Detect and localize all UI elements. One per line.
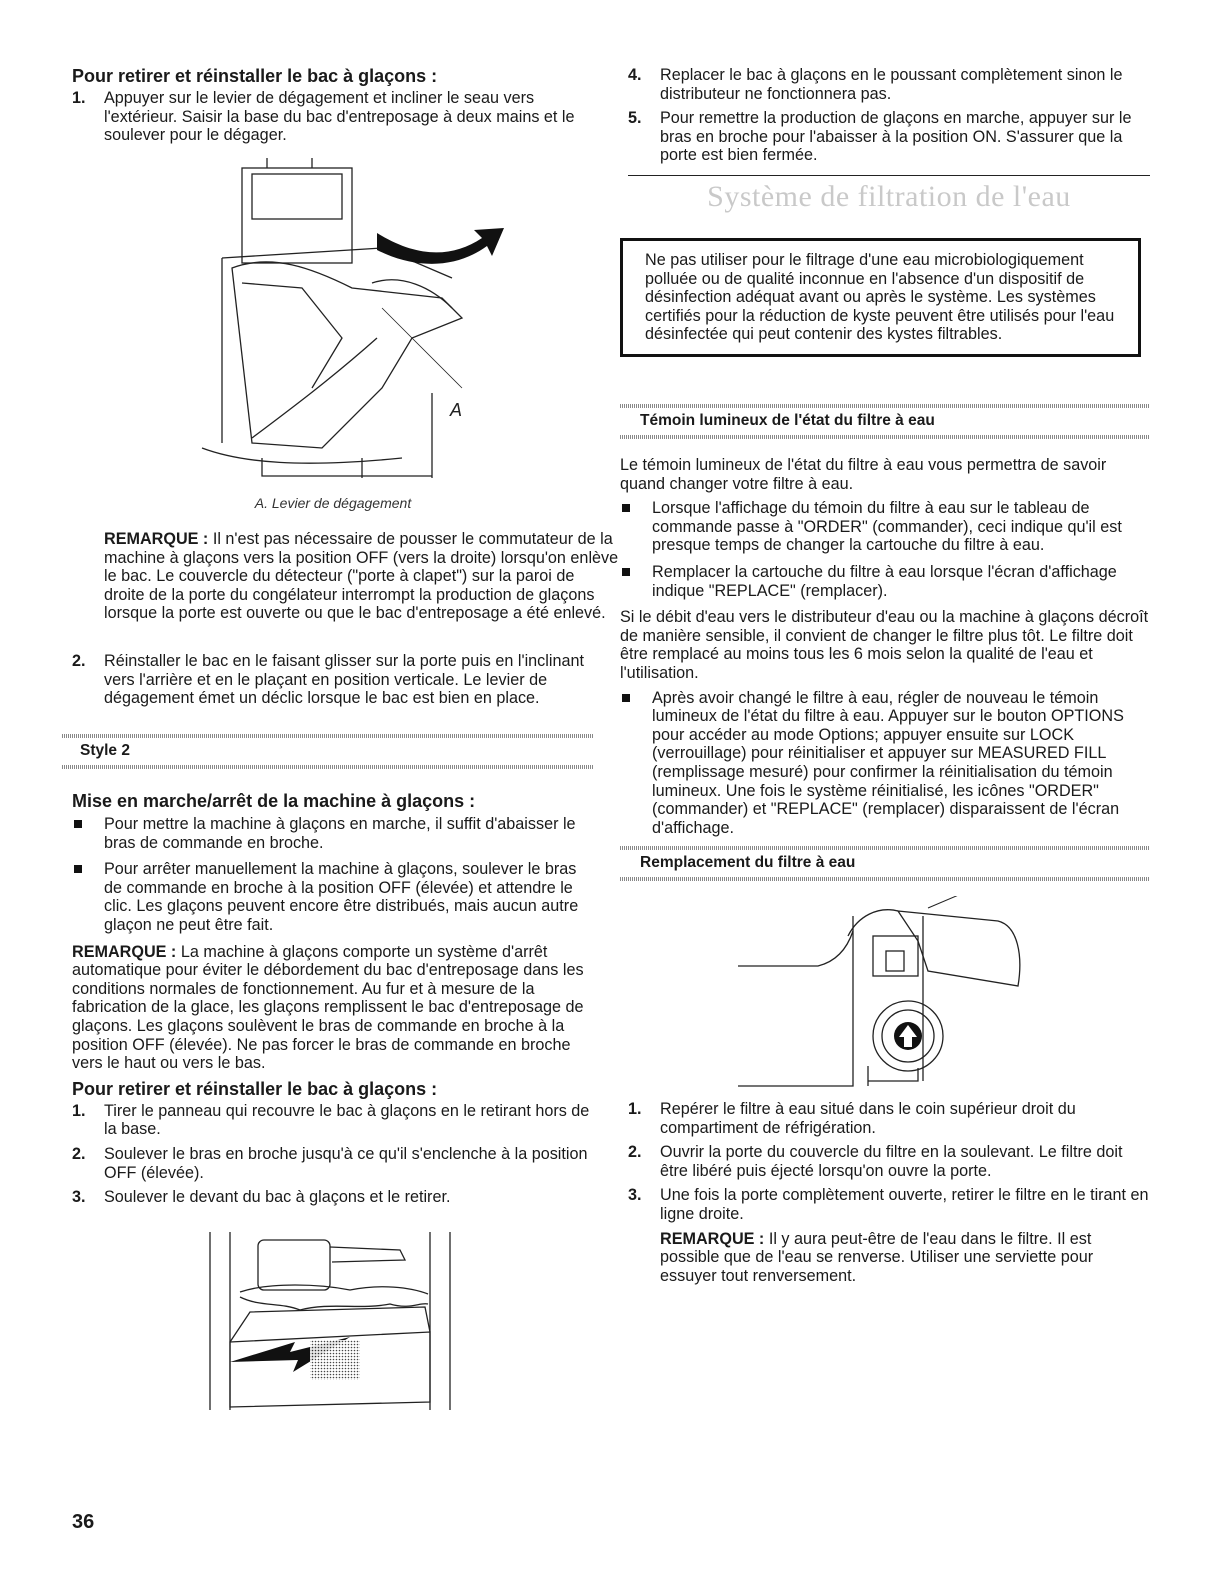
page-number: 36 bbox=[72, 1511, 95, 1533]
list-item: 5. Pour remettre la production de glaçons en marche, appuyer sur le bras en broche pour l'abaisser à la position ON. S'assurer que la porte est bien fermée. bbox=[628, 109, 1132, 165]
heading-remove-bin-2: Pour retirer et réinstaller le bac à glaçons : bbox=[72, 1078, 438, 1099]
list-item: 3. Une fois la porte complètement ouverte, retirer le filtre en le tirant en ligne droite. bbox=[628, 1186, 1149, 1223]
list-item: Remplacer la cartouche du filtre à eau lorsque l'écran d'affichage indique "REPLACE" (remplacer). bbox=[620, 563, 1150, 600]
figure-caption: A. Levier de dégagement bbox=[254, 495, 412, 511]
list-item: Après avoir changé le filtre à eau, régler de nouveau le témoin lumineux de l'état du filtre à eau. Appuyer sur le bouton OPTIONS pour accéder au mode Options; appuyer ensuite sur LOCK (verrouillage) pour réinitialiser et appuyer sur MEASURED FILL (remplissage mesuré) pour confirmer la réinitialisation du témoin lumineux. Une fois le système réinitialisé, les icônes "ORDER" (commander) et "REPLACE" (remplacer) disparaissent de l'écran d'affichage. bbox=[620, 689, 1150, 838]
water-filter-illustration bbox=[738, 896, 1038, 1096]
warning-box: Ne pas utiliser pour le filtrage d'une eau microbiologiquement polluée ou de qualité inconnue en l'absence d'un dispositif de désinfection adéquat avant ou après le système. Les systèmes certifiés pour la réduction de kyste peuvent être utilisés pour l'eau désinfectée qui peut contenir des kystes filtrables. bbox=[620, 238, 1141, 357]
style-2-bar: Style 2 bbox=[62, 734, 594, 769]
section-title: Système de filtration de l'eau bbox=[707, 180, 1071, 213]
heading-on-off: Mise en marche/arrêt de la machine à glaçons : bbox=[72, 791, 476, 811]
list-item: 2. Réinstaller le bac en le faisant glisser sur la porte puis en l'inclinant vers l'arrière et en le plaçant en position verticale. Le levier de dégagement émet un déclic lorsque le bac est bien en place. bbox=[72, 652, 584, 708]
list-item: 3. Soulever le devant du bac à glaçons et le retirer. bbox=[72, 1188, 451, 1207]
list-item: 2. Soulever le bras en broche jusqu'à ce qu'il s'enclenche à la position OFF (élevée). bbox=[72, 1144, 588, 1182]
list-item: 1. Tirer le panneau qui recouvre le bac à glaçons en le retirant hors de la base. bbox=[72, 1101, 590, 1139]
list-item: 1. Appuyer sur le levier de dégagement et incliner le seau vers l'extérieur. Saisir la base du bac d'entreposage à deux mains et le soulever pour le dégager. bbox=[72, 89, 575, 145]
filter-replacement-bar: Remplacement du filtre à eau bbox=[620, 846, 1150, 881]
list-item: 2. Ouvrir la porte du couvercle du filtre en la soulevant. Le filtre doit être libéré puis éjecté lorsqu'on ouvre la porte. bbox=[628, 1143, 1123, 1180]
list-item: Pour arrêter manuellement la machine à glaçons, soulever le bras de commande en broche à la position OFF (élevée) et attendre le clic. Les glaçons peuvent encore être distribués, mais aucun autre glaçon ne peut être fait. bbox=[72, 860, 594, 934]
ice-bin-removal-illustration bbox=[200, 1232, 470, 1412]
section-divider bbox=[628, 175, 1150, 176]
figure-label-a: A bbox=[450, 400, 463, 420]
filter-status-bar: Témoin lumineux de l'état du filtre à eau bbox=[620, 404, 1150, 439]
list-item: Pour mettre la machine à glaçons en marche, il suffit d'abaisser le bras de commande en broche. bbox=[72, 815, 594, 852]
remark-paragraph: REMARQUE : Il n'est pas nécessaire de pousser le commutateur de la machine à glaçons vers la position OFF (vers la droite) lorsqu'on enlève le bac. Le couvercle du détecteur ("porte à clapet") sur la paroi de droite de la porte du congélateur interrompt la production de glaçons lorsque la porte est ouverte ou que le bac d'entreposage a été enlevé. bbox=[104, 530, 619, 623]
list-item: 1. Repérer le filtre à eau situé dans le coin supérieur droit du compartiment de réfrigération. bbox=[628, 1100, 1076, 1137]
remark-paragraph: REMARQUE : Il y aura peut-être de l'eau dans le filtre. Il est possible que de l'eau se renverse. Utiliser une serviette pour essuyer tout renversement. bbox=[660, 1229, 1094, 1285]
list-item: 4. Replacer le bac à glaçons en le poussant complètement sinon le distributeur ne fonctionnera pas. bbox=[628, 66, 1123, 103]
remark-paragraph: REMARQUE : La machine à glaçons comporte un système d'arrêt automatique pour éviter le débordement du bac d'entreposage dans les conditions normales de fonctionnement. Au fur et à mesure de la fabrication de la glace, les glaçons remplissent le bac d'entreposage de glaçons. Les glaçons soulèvent le bras de commande en broche à la position OFF (élevée). Ne pas forcer le bras de commande en broche vers le haut ou vers le bas. bbox=[72, 942, 584, 1073]
heading-remove-bin: Pour retirer et réinstaller le bac à glaçons : bbox=[72, 66, 438, 86]
list-item: Lorsque l'affichage du témoin du filtre à eau sur le tableau de commande passe à "ORDER" (commander), ceci indique qu'il est presque temps de changer la cartouche du filtre à eau. bbox=[620, 499, 1150, 555]
ice-bin-tilt-illustration bbox=[182, 158, 522, 493]
